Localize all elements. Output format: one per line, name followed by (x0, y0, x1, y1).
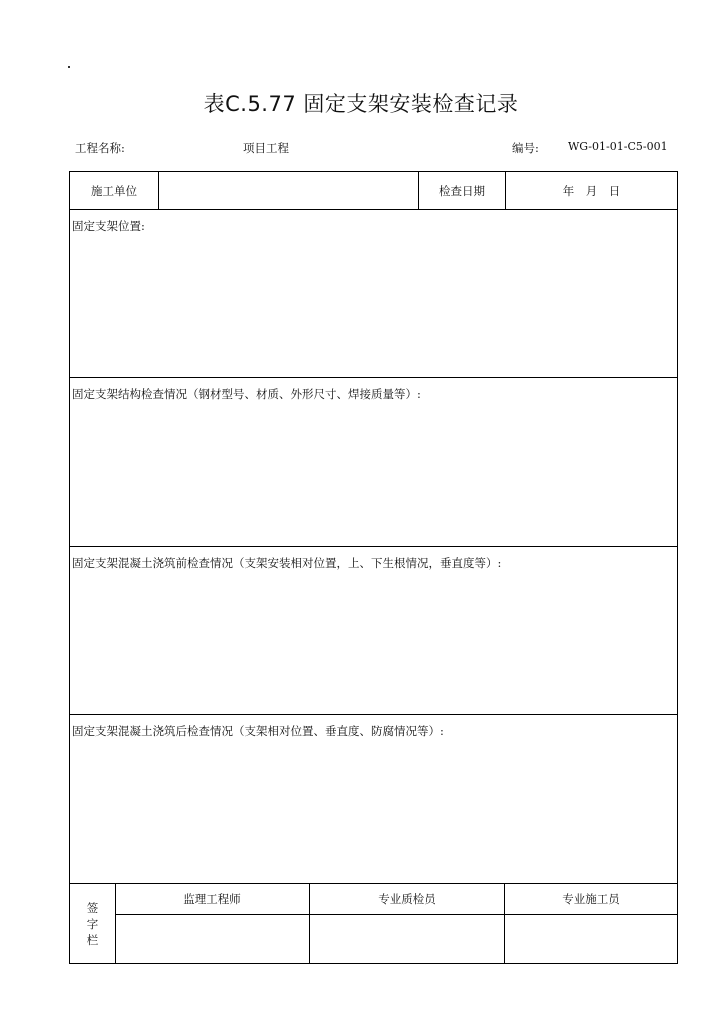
construction-unit-label: 施工单位 (70, 172, 159, 209)
section-label: 固定支架混凝土浇筑前检查情况（支架安装相对位置，上、下生根情况，垂直度等）: (72, 556, 502, 570)
signature-fields-row (115, 914, 677, 963)
role-construction-technician: 专业施工员 (562, 892, 620, 906)
inspection-form (69, 171, 678, 964)
signature-role-row (115, 884, 677, 915)
role-quality-inspector: 专业质检员 (310, 884, 505, 914)
project-name-label: 工程名称: (75, 141, 125, 155)
signature-char: 字 (86, 916, 99, 931)
signature-column-label (70, 884, 116, 963)
project-name-value: 项目工程 (243, 141, 289, 155)
page-title: 表C.5.77 固定支架安装检查记录 (203, 92, 519, 116)
section-label: 固定支架位置: (72, 219, 145, 233)
signature-field-supervising-engineer[interactable] (115, 914, 310, 963)
section-pre-pour-check[interactable] (70, 546, 677, 714)
section-structure-check[interactable] (70, 377, 677, 546)
inspection-date-label: 检查日期 (419, 172, 506, 209)
role-supervising-engineer: 监理工程师 (115, 884, 310, 914)
header-row (70, 172, 677, 209)
signature-char: 栏 (86, 932, 99, 947)
signature-field-quality-inspector[interactable] (310, 914, 505, 963)
section-label: 固定支架混凝土浇筑后检查情况（支架相对位置、垂直度、防腐情况等）: (72, 724, 444, 738)
section-support-position[interactable] (70, 209, 677, 377)
section-label: 固定支架结构检查情况（钢材型号、材质、外形尺寸、焊接质量等）: (72, 387, 421, 401)
construction-unit-field[interactable] (159, 172, 419, 209)
corner-mark (68, 66, 70, 68)
signature-char: 签 (86, 900, 99, 915)
signature-block (70, 883, 677, 963)
record-number-value: WG-01-01-C5-001 (568, 140, 668, 153)
signature-field-construction-technician[interactable] (505, 914, 677, 963)
inspection-date-field[interactable]: 年 月 日 (562, 183, 621, 198)
record-number-label: 编号: (512, 141, 539, 155)
section-post-pour-check[interactable] (70, 714, 677, 883)
